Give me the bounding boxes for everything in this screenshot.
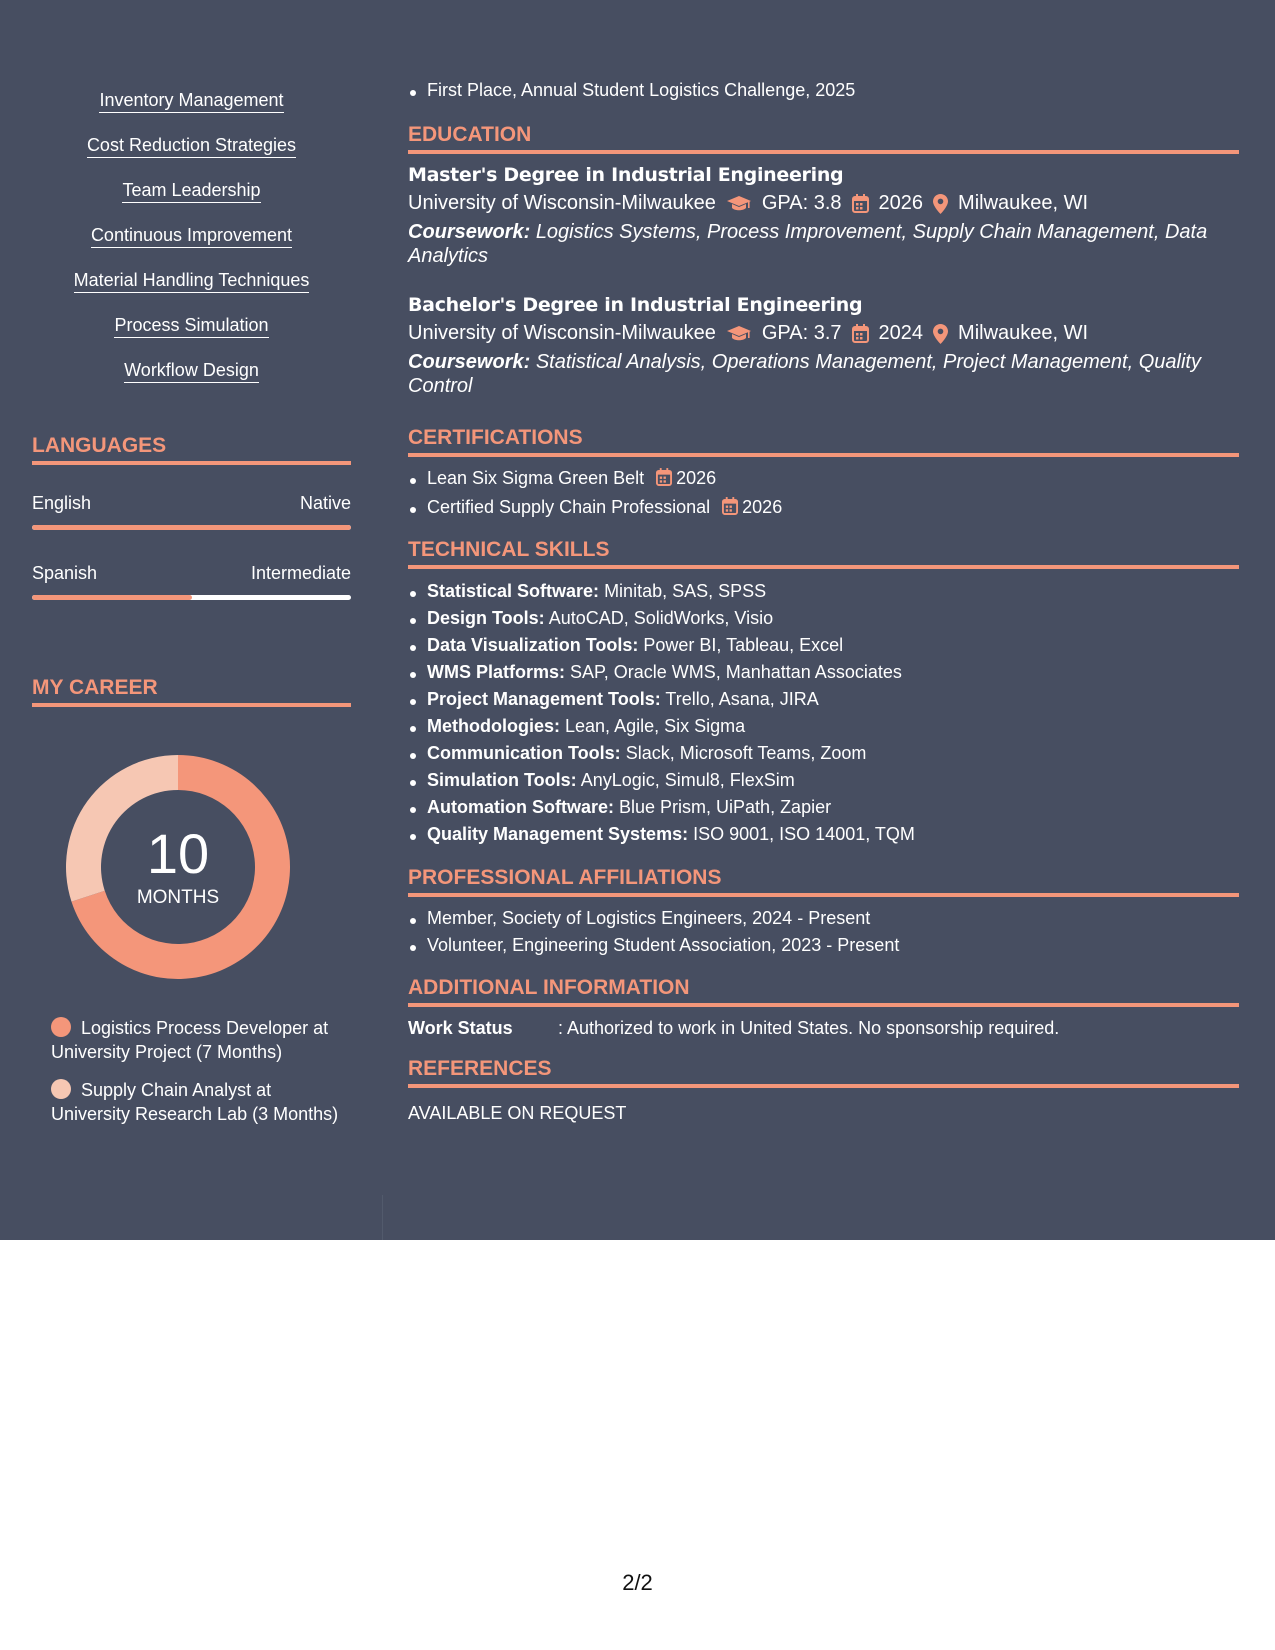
education-entry <box>408 164 1239 268</box>
career-total-number: 10 <box>146 822 210 885</box>
technical-skill-label: Design Tools: <box>427 608 545 628</box>
career-legend-item <box>51 1016 341 1064</box>
technical-skill-label: Communication Tools: <box>427 743 621 763</box>
skill-item: Continuous Improvement <box>32 221 351 266</box>
certification-year: 2026 <box>742 497 783 517</box>
language-bar-fill <box>32 525 351 530</box>
skill-item: Workflow Design <box>32 356 351 401</box>
technical-skill-item <box>408 662 1239 689</box>
technical-skill-item <box>408 743 1239 770</box>
references-heading: REFERENCES <box>408 1057 1239 1088</box>
technical-skill-label: Methodologies: <box>427 716 560 736</box>
page-number: 2/2 <box>622 1570 653 1595</box>
languages-heading: LANGUAGES <box>32 434 351 465</box>
school-location: Milwaukee, WI <box>958 322 1089 344</box>
affiliations-heading: PROFESSIONAL AFFILIATIONS <box>408 866 1239 897</box>
language-row <box>32 493 351 514</box>
technical-skills-heading: TECHNICAL SKILLS <box>408 538 1239 569</box>
degree-title: Master's Degree in Industrial Engineering <box>408 164 844 186</box>
coursework-label: Coursework: <box>408 221 531 243</box>
graduation-cap-icon <box>726 195 752 213</box>
legend-label: Logistics Process Developer at University Project (7 Months) <box>51 1018 329 1062</box>
technical-skill-value: Power BI, Tableau, Excel <box>643 635 844 655</box>
work-status-value: : Authorized to work in United States. No sponsorship required. <box>558 1018 1060 1038</box>
technical-skill-value: Lean, Agile, Six Sigma <box>565 716 746 736</box>
coursework <box>408 220 1239 268</box>
legend-dot <box>51 1079 71 1099</box>
certification-item <box>408 468 1239 497</box>
work-status-row <box>408 1018 1239 1039</box>
work-status-label: Work Status <box>408 1018 513 1038</box>
skill-item: Material Handling Techniques <box>32 266 351 311</box>
coursework-label: Coursework: <box>408 351 531 373</box>
additional-info-heading: ADDITIONAL INFORMATION <box>408 976 1239 1007</box>
certification-item <box>408 497 1239 526</box>
technical-skill-item <box>408 635 1239 662</box>
graduation-year: 2026 <box>878 192 924 214</box>
language-bar <box>32 595 351 600</box>
technical-skill-item <box>408 716 1239 743</box>
legend-dot <box>51 1017 71 1037</box>
certification-name: Lean Six Sigma Green Belt <box>427 468 645 488</box>
coursework-text: Statistical Analysis, Operations Management, Project Management, Quality Control <box>408 351 1201 397</box>
coursework-text: Logistics Systems, Process Improvement, Supply Chain Management, Data Analytics <box>408 221 1208 267</box>
technical-skill-item <box>408 770 1239 797</box>
education-entry <box>408 294 1239 398</box>
gpa: GPA: 3.8 <box>761 192 842 214</box>
school-name: University of Wisconsin-Milwaukee <box>408 192 716 214</box>
language-bar <box>32 525 351 530</box>
skill-item: Process Simulation <box>32 311 351 356</box>
certifications-list <box>408 468 1239 526</box>
education-heading: EDUCATION <box>408 123 1239 154</box>
skill-list <box>32 86 351 401</box>
language-row <box>32 563 351 584</box>
certification-name: Certified Supply Chain Professional <box>427 497 711 517</box>
language-name: English <box>32 493 92 513</box>
calendar-icon <box>656 468 672 491</box>
technical-skill-value: Blue Prism, UiPath, Zapier <box>619 797 832 817</box>
affiliation-item: Member, Society of Logistics Engineers, 2024 - Present <box>408 908 1239 935</box>
certification-year: 2026 <box>676 468 717 488</box>
school-name: University of Wisconsin-Milwaukee <box>408 322 716 344</box>
technical-skill-item <box>408 824 1239 851</box>
technical-skill-value: AnyLogic, Simul8, FlexSim <box>580 770 795 790</box>
technical-skills-list <box>408 581 1239 851</box>
technical-skill-item <box>408 581 1239 608</box>
language-level: Intermediate <box>250 563 351 583</box>
column-divider <box>382 1195 383 1240</box>
skill-item: Inventory Management <box>32 86 351 131</box>
calendar-icon <box>852 194 869 213</box>
technical-skill-value: Trello, Asana, JIRA <box>665 689 819 709</box>
technical-skill-label: Statistical Software: <box>427 581 600 601</box>
affiliation-item: Volunteer, Engineering Student Association, 2023 - Present <box>408 935 1239 962</box>
technical-skill-value: Minitab, SAS, SPSS <box>604 581 767 601</box>
language-level: Native <box>299 493 351 513</box>
technical-skill-label: Quality Management Systems: <box>427 824 689 844</box>
calendar-icon <box>722 497 738 520</box>
technical-skill-label: WMS Platforms: <box>427 662 566 682</box>
technical-skill-item <box>408 797 1239 824</box>
technical-skill-value: ISO 9001, ISO 14001, TQM <box>693 824 915 844</box>
career-donut-center <box>66 755 290 979</box>
degree-title: Bachelor's Degree in Industrial Engineering <box>408 294 863 316</box>
award-item: First Place, Annual Student Logistics Challenge, 2025 <box>408 80 1239 101</box>
graduation-cap-icon <box>726 325 752 343</box>
technical-skill-item <box>408 608 1239 635</box>
location-pin-icon <box>933 324 948 344</box>
affiliations-list <box>408 908 1239 962</box>
school-location: Milwaukee, WI <box>958 192 1089 214</box>
degree-meta <box>408 322 1239 345</box>
legend-label: Supply Chain Analyst at University Research Lab (3 Months) <box>51 1080 339 1124</box>
language-bar-fill <box>32 595 192 600</box>
coursework <box>408 350 1239 398</box>
technical-skill-value: SAP, Oracle WMS, Manhattan Associates <box>570 662 902 682</box>
technical-skill-value: AutoCAD, SolidWorks, Visio <box>548 608 774 628</box>
calendar-icon <box>852 324 869 343</box>
career-total-unit: MONTHS <box>136 887 220 908</box>
skill-item: Team Leadership <box>32 176 351 221</box>
technical-skill-label: Simulation Tools: <box>427 770 577 790</box>
technical-skill-label: Data Visualization Tools: <box>427 635 639 655</box>
language-name: Spanish <box>32 563 98 583</box>
graduation-year: 2024 <box>878 322 924 344</box>
awards-list <box>408 80 1239 101</box>
technical-skill-label: Project Management Tools: <box>427 689 661 709</box>
references-text: AVAILABLE ON REQUEST <box>408 1103 627 1123</box>
location-pin-icon <box>933 194 948 214</box>
career-legend-item <box>51 1078 341 1126</box>
degree-meta <box>408 192 1239 215</box>
career-heading: MY CAREER <box>32 676 351 707</box>
skill-item: Cost Reduction Strategies <box>32 131 351 176</box>
technical-skill-value: Slack, Microsoft Teams, Zoom <box>625 743 867 763</box>
technical-skill-item <box>408 689 1239 716</box>
certifications-heading: CERTIFICATIONS <box>408 426 1239 457</box>
technical-skill-label: Automation Software: <box>427 797 614 817</box>
gpa: GPA: 3.7 <box>761 322 842 344</box>
